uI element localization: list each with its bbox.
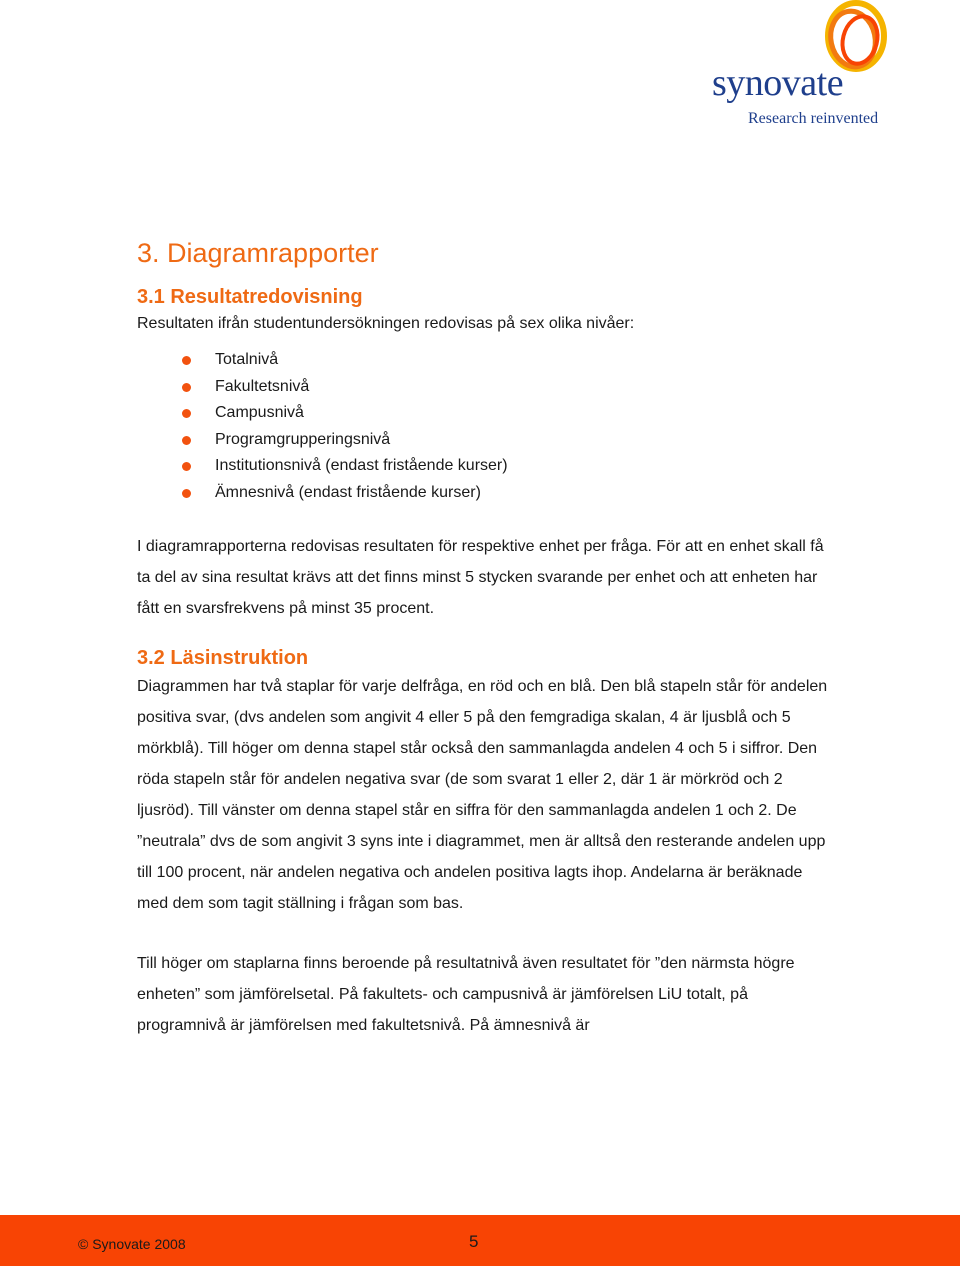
document-body bbox=[137, 236, 837, 1041]
list-item bbox=[137, 374, 837, 401]
list-item bbox=[137, 347, 837, 374]
section-2-paragraph-1: Diagrammen har två staplar för varje delfråga, en röd och en blå. Den blå stapeln står för andelen positiva svar, (dvs andelen som angivit 4 eller 5 på den femgradiga skalan, 4 är ljusblå och 5 mörkblå). Till höger om denna stapel står också den sammanlagda andelen 4 och 5 i siffror. Den röda stapeln står för andelen negativa svar (de som svarat 1 eller 2, där 1 är mörkröd och 2 ljusröd). Till vänster om denna stapel står en siffra för den sammanlagda andelen 1 och 2. De ”neutrala” dvs de som angivit 3 syns inte i diagrammet, men är alltså den resterande andelen upp till 100 procent, när andelen negativa och andelen positiva lagts ihop. Andelarna är beräknade med dem som tagit ställning i frågan som bas. bbox=[137, 678, 828, 912]
section-1-heading: 3.1 Resultatredovisning bbox=[137, 286, 363, 308]
list-item bbox=[137, 480, 837, 507]
bullet-icon bbox=[182, 436, 191, 445]
bullet-icon bbox=[182, 409, 191, 418]
list-item-label: Fakultetsnivå bbox=[215, 377, 310, 395]
list-item-label: Ämnesnivå (endast fristående kurser) bbox=[215, 483, 481, 501]
page-number: 5 bbox=[469, 1232, 479, 1251]
synovate-logo bbox=[710, 0, 900, 135]
bullet-icon bbox=[182, 462, 191, 471]
section-2-heading: 3.2 Läsinstruktion bbox=[137, 647, 309, 669]
list-item-label: Institutionsnivå (endast fristående kurser) bbox=[215, 457, 508, 474]
chapter-heading: 3. Diagramrapporter bbox=[137, 238, 379, 268]
list-item-label: Totalnivå bbox=[215, 351, 279, 368]
section-1-intro: Resultaten ifrån studentundersökningen redovisas på sex olika nivåer: bbox=[137, 315, 635, 332]
list-item-label: Programgrupperingsnivå bbox=[215, 430, 391, 448]
levels-list bbox=[137, 347, 837, 506]
bullet-icon bbox=[182, 356, 191, 365]
list-item-label: Campusnivå bbox=[215, 404, 304, 421]
list-item bbox=[137, 400, 837, 427]
footer-bar bbox=[0, 1215, 960, 1266]
section-2-paragraph-2: Till höger om staplarna finns beroende på resultatnivå även resultatet för ”den närmsta högre enheten” som jämförelsetal. På fakultets- och campusnivå är jämförelsen LiU totalt, på programnivå är jämförelsen med fakultetsnivå. På ämnesnivå är bbox=[137, 955, 795, 1034]
logo-tagline: Research reinvented bbox=[748, 110, 879, 127]
bullet-icon bbox=[182, 383, 191, 392]
list-item bbox=[137, 427, 837, 454]
logo-wordmark: synovate bbox=[712, 62, 844, 104]
section-1-paragraph: I diagramrapporterna redovisas resultaten för respektive enhet per fråga. För att en enhet skall få ta del av sina resultat krävs att det finns minst 5 stycken svarande per enhet och att enheten har fått en svarsfrekvens på minst 35 procent. bbox=[137, 538, 824, 617]
bullet-icon bbox=[182, 489, 191, 498]
footer-copyright: © Synovate 2008 bbox=[78, 1236, 186, 1252]
list-item bbox=[137, 453, 837, 480]
